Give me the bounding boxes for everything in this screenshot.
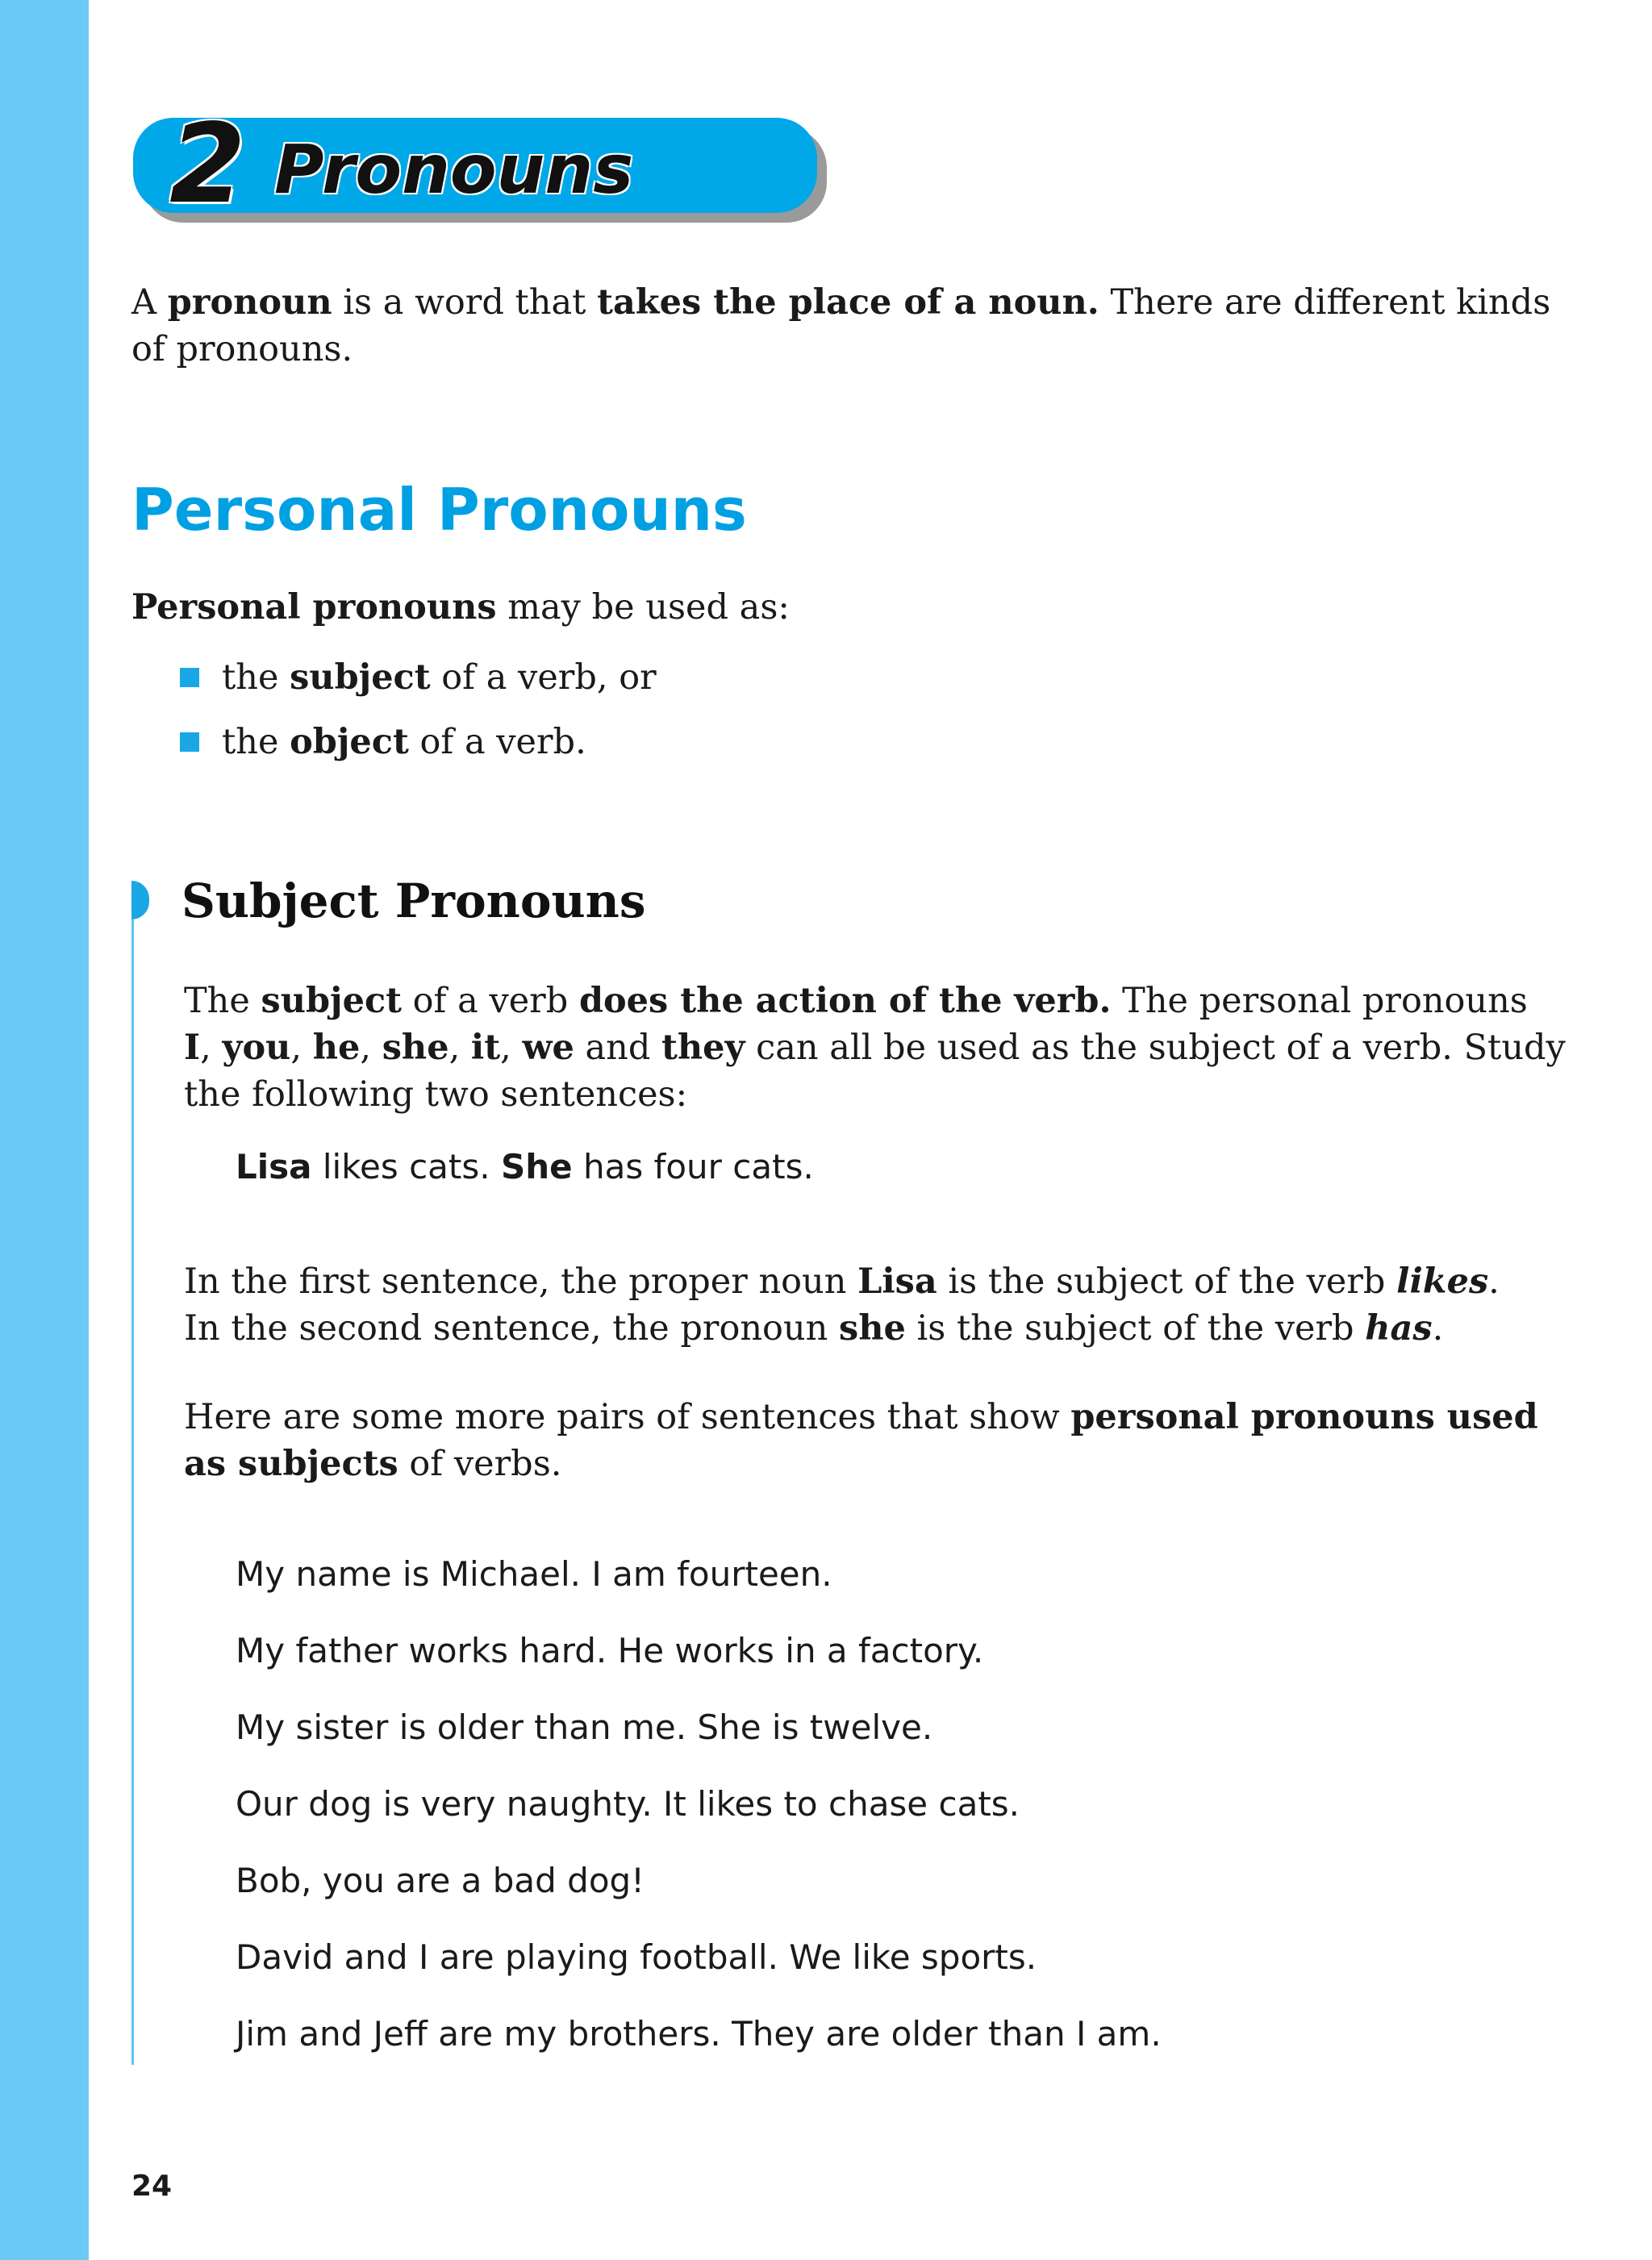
example-sentence-lisa: Lisa likes cats. She has four cats. (236, 1147, 814, 1186)
page-number: 24 (131, 2170, 173, 2203)
chapter-number: 2 (169, 101, 246, 228)
example-sentence: Bob, you are a bad dog! (236, 1861, 645, 1900)
subject-paragraph-1: The subject of a verb does the action of the verb. The personal pronouns I, you, he, she, it, we and they can all be used as the subject of a verb. Study the following two sentences: (184, 981, 1566, 1115)
section-marker (131, 881, 149, 919)
chapter-title: Pronouns (274, 130, 634, 209)
section-rule (131, 919, 134, 2065)
subject-paragraph-2: In the first sentence, the proper noun Lisa is the subject of the verb likes. In the second sentence, the pronoun she is the subject of the verb has. (184, 1261, 1500, 1349)
bullet-item-object: the object of a verb. (222, 719, 586, 765)
subsection-heading: Subject Pronouns (181, 874, 646, 928)
intro-paragraph: A pronoun is a word that takes the place of a noun. There are different kinds of pronouns. (131, 282, 1551, 369)
personal-lead: Personal pronouns may be used as: (131, 587, 790, 628)
square-bullet-icon (180, 732, 199, 752)
example-sentence: Jim and Jeff are my brothers. They are older than I am. (236, 2014, 1162, 2054)
section-heading: Personal Pronouns (131, 476, 747, 544)
square-bullet-icon (180, 668, 199, 687)
example-sentence: My father works hard. He works in a factory. (236, 1631, 984, 1670)
subject-paragraph-3: Here are some more pairs of sentences that show personal pronouns used as subjects of verbs. (184, 1397, 1538, 1484)
example-sentence: My name is Michael. I am fourteen. (236, 1554, 832, 1594)
bullet-item-subject: the subject of a verb, or (222, 654, 657, 701)
example-sentence: Our dog is very naughty. It likes to chase cats. (236, 1784, 1020, 1824)
side-stripe (0, 0, 89, 2260)
example-sentence: My sister is older than me. She is twelve. (236, 1708, 933, 1747)
example-sentence: David and I are playing football. We like sports. (236, 1937, 1037, 1977)
chapter-banner (133, 101, 827, 228)
